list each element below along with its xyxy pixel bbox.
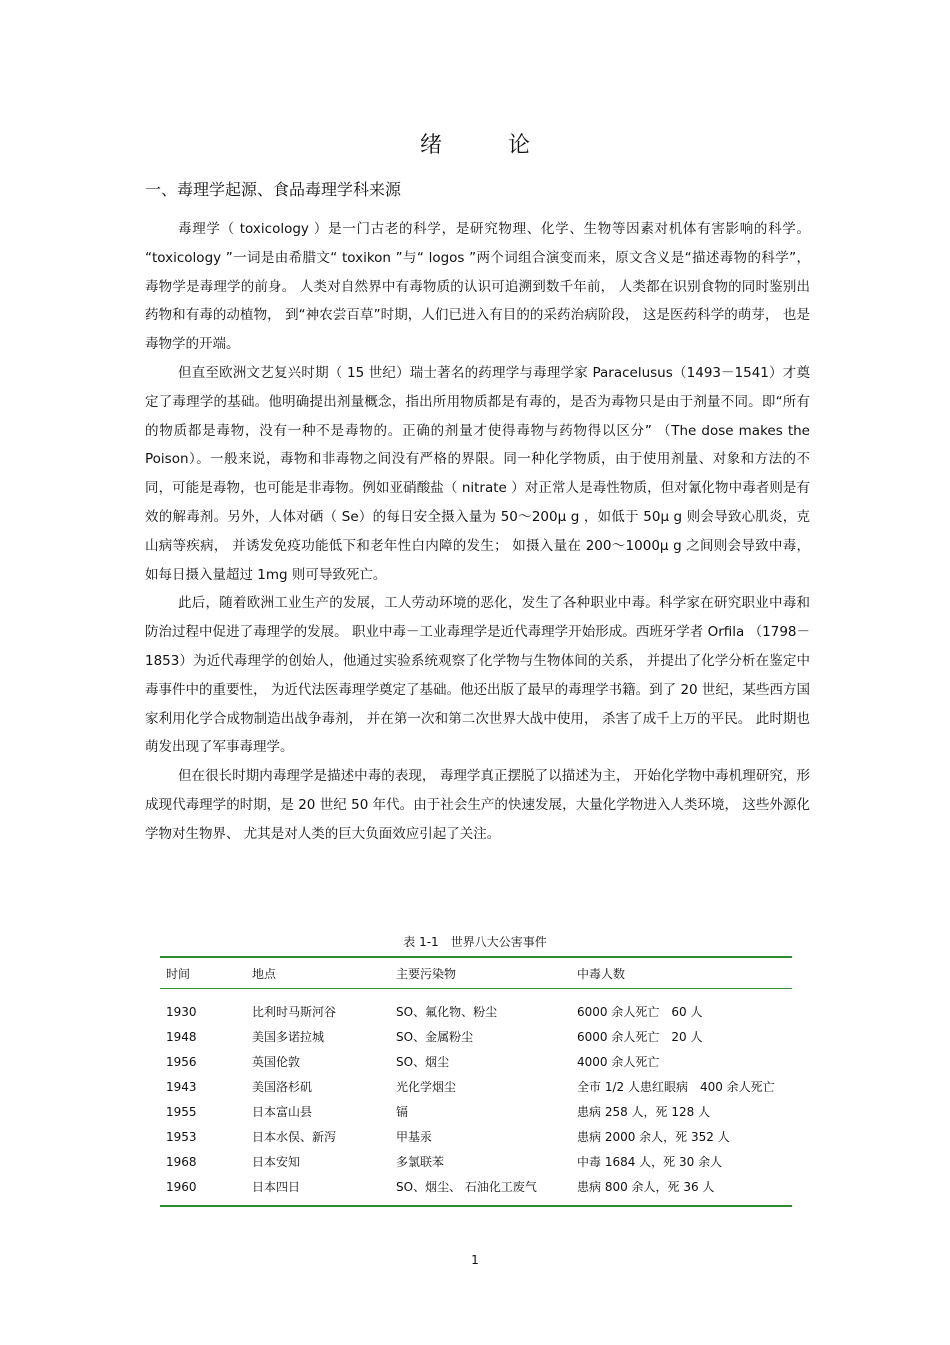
table-row <box>160 1099 792 1124</box>
cell-time: 1953 <box>166 1129 197 1144</box>
cell-time: 1956 <box>166 1054 197 1069</box>
cell-pollutant: SO、氟化物、粉尘 <box>396 1005 498 1019</box>
table-row <box>160 1149 792 1174</box>
header-place: 地点 <box>252 966 277 981</box>
cell-time: 1960 <box>166 1179 197 1194</box>
cell-place: 日本四日 <box>252 1180 301 1194</box>
paragraph: 毒理学（ toxicology ）是一门古老的科学，是研究物理、化学、生物等因素对机体有害影响的科学。 “toxicology ”一词是由希腊文“ toxikon ”与“ logos ”两个词组合演变而来，原文含义是“描述毒物的科学”， 毒物学是毒理学的前身。 人类对自然界中有毒物质的认识可追溯到数千年前， 人类都在识别食物的同时鉴别出药物和有毒的动植物， 到“神农尝百草”时期，人们已进入有目的的采药治病阶段， 这是医药科学的萌芽， 也是毒物学的开端。 <box>145 221 810 353</box>
cell-pollutant: SO、金属粉尘 <box>396 1030 474 1044</box>
cell-place: 日本安知 <box>252 1155 301 1169</box>
cell-pollutant: SO、烟尘、 石油化工废气 <box>396 1180 537 1194</box>
table-row <box>160 989 792 1025</box>
body-text <box>145 215 810 849</box>
cell-pollutant: 甲基汞 <box>396 1130 433 1144</box>
table-row <box>160 1024 792 1049</box>
header-victims: 中毒人数 <box>577 966 626 981</box>
cell-time: 1968 <box>166 1154 197 1169</box>
cell-pollutant: SO、烟尘 <box>396 1055 450 1069</box>
paragraph: 但在很长时期内毒理学是描述中毒的表现， 毒理学真正摆脱了以描述为主， 开始化学物中毒机理研究，形成现代毒理学的时期，是 20 世纪 50 年代。由于社会生产的快速发展，大量化学物进入人类环境， 这些外源化学物对生物界、 尤其是对人类的巨大负面效应引起了关注。 <box>145 768 810 842</box>
paragraph: 但直至欧洲文艺复兴时期（ 15 世纪）瑞士著名的药理学与毒理学家 Paracelusus（1493－1541）才奠定了毒理学的基础。他明确提出剂量概念，指出所用物质都是有毒的，是否为毒物只是由于剂量不同。即“所有的物质都是毒物，没有一种不是毒物的。正确的剂量才使得毒物与药物得以区分” （The dose makes the Poison）。一般来说，毒物和非毒物之间没有严格的界限。同一种化学物质，由于使用剂量、对象和方法的不同，可能是毒物，也可能是非毒物。例如亚硝酸盐（ nitrate ）对正常人是毒性物质，但对氰化物中毒者则是有效的解毒剂。另外，人体对硒（ Se）的每日安全摄入量为 50～200μ g ，如低于 50μ g 则会导致心肌炎，克山病等疾病， 并诱发免疫功能低下和老年性白内障的发生； 如摄入量在 200～1000μ g 之间则会导致中毒，如每日摄入量超过 1mg 则可导致死亡。 <box>145 364 810 583</box>
header-time: 时间 <box>166 966 191 981</box>
cell-time: 1943 <box>166 1079 197 1094</box>
cell-place: 美国洛杉矶 <box>252 1080 313 1094</box>
cell-victims: 患病 2000 余人，死 352 人 <box>577 1130 730 1144</box>
cell-victims: 患病 800 余人，死 36 人 <box>577 1180 715 1194</box>
table-caption: 表 1-1 世界八大公害事件 <box>403 935 547 949</box>
cell-time: 1948 <box>166 1029 197 1044</box>
table-header-row <box>160 957 792 989</box>
table-row <box>160 1074 792 1099</box>
cell-place: 比利时马斯河谷 <box>252 1005 337 1019</box>
cell-time: 1955 <box>166 1104 197 1119</box>
cell-pollutant: 多氯联苯 <box>396 1155 445 1169</box>
section-heading: 一、毒理学起源、食品毒理学科来源 <box>145 180 402 199</box>
cell-victims: 全市 1/2 人患红眼病 400 余人死亡 <box>577 1080 775 1094</box>
table-row <box>160 1124 792 1149</box>
cell-victims: 4000 余人死亡 <box>577 1055 660 1069</box>
page-number: 1 <box>471 1253 479 1267</box>
cell-victims: 6000 余人死亡 60 人 <box>577 1005 703 1019</box>
cell-pollutant: 镉 <box>396 1105 409 1119</box>
table-row <box>160 1049 792 1074</box>
table-row <box>160 1174 792 1206</box>
cell-place: 日本富山县 <box>252 1105 313 1119</box>
cell-victims: 中毒 1684 人，死 30 余人 <box>577 1155 723 1169</box>
cell-time: 1930 <box>166 1004 197 1019</box>
cell-place: 日本水俣、新泻 <box>252 1130 337 1144</box>
cell-place: 美国多诺拉城 <box>252 1030 325 1044</box>
page-title: 绪 论 <box>419 133 552 158</box>
cell-victims: 6000 余人死亡 20 人 <box>577 1030 703 1044</box>
header-pollutant: 主要污染物 <box>396 966 457 981</box>
cell-victims: 患病 258 人，死 128 人 <box>577 1105 711 1119</box>
cell-place: 英国伦敦 <box>252 1055 301 1069</box>
cell-pollutant: 光化学烟尘 <box>396 1080 457 1094</box>
pollution-events-table <box>160 956 792 1207</box>
paragraph: 此后，随着欧洲工业生产的发展，工人劳动环境的恶化，发生了各种职业中毒。科学家在研究职业中毒和防治过程中促进了毒理学的发展。 职业中毒－工业毒理学是近代毒理学开始形成。西班牙学者 Orfila （1798－1853）为近代毒理学的创始人，他通过实验系统观察了化学物与生物体间的关系， 并提出了化学分析在鉴定中毒事件中的重要性， 为近代法医毒理学奠定了基础。他还出版了最早的毒理学书籍。到了 20 世纪，某些西方国家利用化学合成物制造出战争毒剂， 并在第一次和第二次世界大战中使用， 杀害了成千上万的平民。 此时期也萌发出现了军事毒理学。 <box>145 595 810 756</box>
